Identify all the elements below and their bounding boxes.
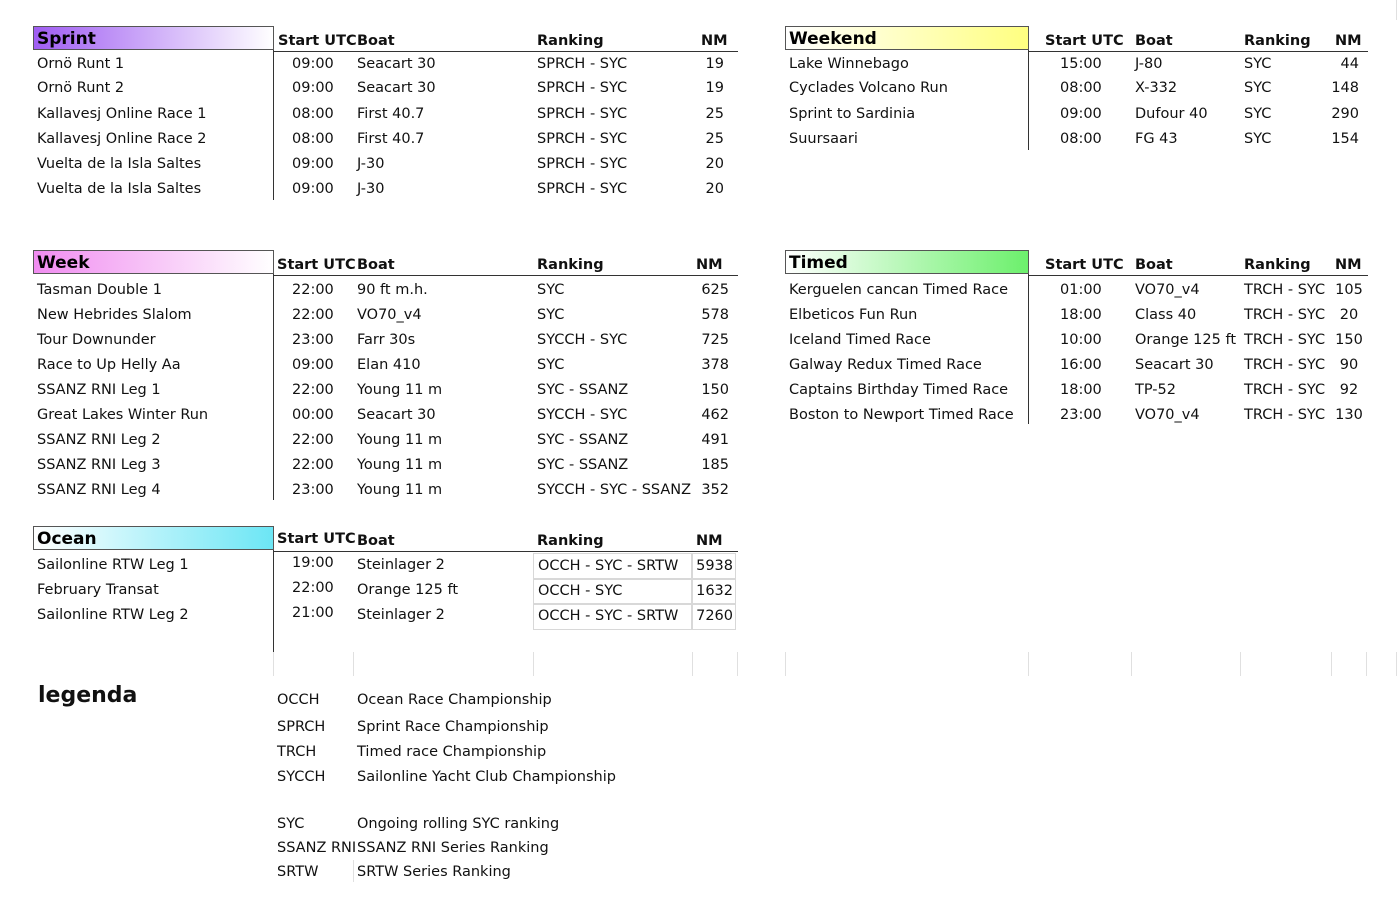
distance-nm: 44 xyxy=(1340,56,1359,72)
table-row xyxy=(785,303,1368,328)
race-name: Tasman Double 1 xyxy=(37,282,162,298)
race-name: SSANZ RNI Leg 3 xyxy=(37,457,161,473)
distance-nm: 19 xyxy=(705,80,724,96)
boat-name: FG 43 xyxy=(1135,131,1178,147)
boat-name: VO70_v4 xyxy=(1135,407,1200,423)
timed-col-start: Start UTC xyxy=(1045,257,1124,273)
race-name: Sailonline RTW Leg 2 xyxy=(37,607,189,623)
table-row xyxy=(33,76,738,101)
legend-code: OCCH xyxy=(277,692,320,708)
start-time: 23:00 xyxy=(292,482,334,498)
ranking: SYC xyxy=(1244,80,1272,96)
weekend-col-nm: NM xyxy=(1335,33,1362,49)
start-time: 09:00 xyxy=(292,156,334,172)
boat-name: Seacart 30 xyxy=(357,80,436,96)
sprint-col-boat: Boat xyxy=(357,33,395,49)
start-time: 19:00 xyxy=(292,555,334,571)
table-row xyxy=(33,453,738,478)
distance-nm: 150 xyxy=(1335,332,1363,348)
start-time: 22:00 xyxy=(292,457,334,473)
weekend-col-ranking: Ranking xyxy=(1244,33,1311,49)
sprint-col-start: Start UTC xyxy=(278,33,357,49)
race-name: February Transat xyxy=(37,582,159,598)
legend-code: SRTW xyxy=(277,864,319,880)
ranking: TRCH - SYC xyxy=(1244,407,1326,423)
timed-col-boat: Boat xyxy=(1135,257,1173,273)
boat-name: Young 11 m xyxy=(357,382,443,398)
table-row xyxy=(33,428,738,453)
table-row xyxy=(33,102,738,127)
start-time: 09:00 xyxy=(292,181,334,197)
boat-name: VO70_v4 xyxy=(1135,282,1200,298)
legend-desc: Timed race Championship xyxy=(357,744,547,760)
gridline xyxy=(1240,652,1241,676)
table-row xyxy=(33,278,738,303)
race-name: Sailonline RTW Leg 1 xyxy=(37,557,189,573)
boat-name: Dufour 40 xyxy=(1135,106,1208,122)
boat-name: X-332 xyxy=(1135,80,1178,96)
ranking: TRCH - SYC xyxy=(1244,282,1326,298)
distance-nm: 20 xyxy=(1339,307,1359,323)
start-time: 08:00 xyxy=(1060,131,1102,147)
table-row xyxy=(785,353,1368,378)
timed-title: Timed xyxy=(785,250,1029,274)
timed-header-line xyxy=(1029,275,1368,276)
boat-name: First 40.7 xyxy=(357,106,425,122)
race-name: Ornö Runt 2 xyxy=(37,80,125,96)
boat-name: Young 11 m xyxy=(357,482,443,498)
table-row xyxy=(33,328,738,353)
boat-name: J-30 xyxy=(357,156,385,172)
ranking: SPRCH - SYC xyxy=(537,56,628,72)
boat-name: J-80 xyxy=(1135,56,1163,72)
ranking: SYC xyxy=(1244,56,1272,72)
table-row xyxy=(33,603,738,628)
ranking: SYCCH - SYC - SSANZ xyxy=(537,482,692,498)
ranking: SYCCH - SYC xyxy=(537,332,628,348)
table-row xyxy=(33,177,738,202)
gridline xyxy=(353,652,354,676)
ranking: SYC - SSANZ xyxy=(537,432,629,448)
start-time: 09:00 xyxy=(292,56,334,72)
table-row xyxy=(33,403,738,428)
ocean-col-ranking: Ranking xyxy=(537,533,604,549)
race-name: Sprint to Sardinia xyxy=(789,106,916,122)
distance-nm: 290 xyxy=(1331,106,1359,122)
table-row xyxy=(785,127,1368,152)
start-time: 23:00 xyxy=(292,332,334,348)
distance-nm: 150 xyxy=(701,382,729,398)
legend-desc: SRTW Series Ranking xyxy=(357,864,511,880)
ranking: SYC xyxy=(537,357,565,373)
ocean-header-line xyxy=(274,551,738,552)
week-header-line xyxy=(274,275,738,276)
race-name: SSANZ RNI Leg 1 xyxy=(37,382,161,398)
legend-code: SPRCH xyxy=(277,719,326,735)
boat-name: Orange 125 ft xyxy=(357,582,459,598)
boat-name: Young 11 m xyxy=(357,432,443,448)
weekend-col-start: Start UTC xyxy=(1045,33,1124,49)
distance-nm: 90 xyxy=(1339,357,1359,373)
ranking: SYCCH - SYC xyxy=(537,407,628,423)
table-row xyxy=(33,127,738,152)
ranking: SYC - SSANZ xyxy=(537,382,629,398)
legend-code: SYCCH xyxy=(277,769,326,785)
sprint-title: Sprint xyxy=(33,26,274,50)
table-row xyxy=(33,353,738,378)
gridline xyxy=(1396,652,1397,676)
legend-title: legenda xyxy=(38,683,138,708)
distance-nm: 352 xyxy=(701,482,729,498)
race-name: SSANZ RNI Leg 2 xyxy=(37,432,161,448)
gridline xyxy=(1131,652,1132,676)
legend-code: SSANZ RNI xyxy=(277,840,357,856)
table-row xyxy=(785,76,1368,101)
boat-name: First 40.7 xyxy=(357,131,425,147)
ranking: OCCH - SYC - SRTW xyxy=(533,553,692,580)
start-time: 16:00 xyxy=(1060,357,1102,373)
start-time: 22:00 xyxy=(292,580,334,596)
ranking: SYC xyxy=(537,307,565,323)
ranking: SPRCH - SYC xyxy=(537,131,628,147)
legend-desc: Ongoing rolling SYC ranking xyxy=(357,816,560,832)
sprint-section xyxy=(33,26,738,202)
sprint-col-ranking: Ranking xyxy=(537,33,604,49)
start-time: 01:00 xyxy=(1060,282,1102,298)
week-col-start: Start UTC xyxy=(277,257,356,273)
race-name: Ornö Runt 1 xyxy=(37,56,125,72)
boat-name: Orange 125 ft xyxy=(1135,332,1237,348)
distance-nm: 130 xyxy=(1335,407,1363,423)
ranking: SYC xyxy=(1244,106,1272,122)
distance-nm: 378 xyxy=(701,357,729,373)
boat-name: Seacart 30 xyxy=(1135,357,1214,373)
race-name: Elbeticos Fun Run xyxy=(789,307,918,323)
table-row xyxy=(785,278,1368,303)
race-name: SSANZ RNI Leg 4 xyxy=(37,482,161,498)
table-row xyxy=(33,553,738,578)
distance-nm: 725 xyxy=(701,332,729,348)
race-name: Vuelta de la Isla Saltes xyxy=(37,181,202,197)
race-name: Kerguelen cancan Timed Race xyxy=(789,282,1009,298)
race-name: Cyclades Volcano Run xyxy=(789,80,948,96)
ranking: OCCH - SYC - SRTW xyxy=(533,603,692,630)
table-row xyxy=(33,578,738,603)
ocean-col-start: Start UTC xyxy=(277,531,356,547)
table-row xyxy=(33,152,738,177)
weekend-title: Weekend xyxy=(785,26,1029,50)
boat-name: Seacart 30 xyxy=(357,407,436,423)
table-row xyxy=(33,52,738,77)
distance-nm: 5938 xyxy=(692,553,736,580)
ranking: SYC - SSANZ xyxy=(537,457,629,473)
race-name: Galway Redux Timed Race xyxy=(789,357,982,373)
race-name: Kallavesj Online Race 1 xyxy=(37,106,207,122)
distance-nm: 105 xyxy=(1335,282,1363,298)
boat-name: Seacart 30 xyxy=(357,56,436,72)
gridline xyxy=(1331,652,1332,676)
start-time: 10:00 xyxy=(1060,332,1102,348)
race-name: Kallavesj Online Race 2 xyxy=(37,131,207,147)
distance-nm: 7260 xyxy=(692,603,736,630)
gridline xyxy=(273,652,274,676)
boat-name: Farr 30s xyxy=(357,332,416,348)
race-name: Lake Winnebago xyxy=(789,56,909,72)
distance-nm: 154 xyxy=(1331,131,1359,147)
boat-name: Young 11 m xyxy=(357,457,443,473)
legend-desc: Ocean Race Championship xyxy=(357,692,552,708)
distance-nm: 578 xyxy=(701,307,729,323)
ranking: TRCH - SYC xyxy=(1244,357,1326,373)
start-time: 08:00 xyxy=(1060,80,1102,96)
week-title: Week xyxy=(33,250,274,274)
boat-name: TP-52 xyxy=(1135,382,1176,398)
timed-section xyxy=(785,250,1368,426)
start-time: 22:00 xyxy=(292,432,334,448)
race-name: Captains Birthday Timed Race xyxy=(789,382,1009,398)
boat-name: VO70_v4 xyxy=(357,307,422,323)
start-time: 18:00 xyxy=(1060,307,1102,323)
race-name: Suursaari xyxy=(789,131,858,147)
start-time: 22:00 xyxy=(292,307,334,323)
ranking: SPRCH - SYC xyxy=(537,80,628,96)
race-name: Iceland Timed Race xyxy=(789,332,931,348)
race-name: Vuelta de la Isla Saltes xyxy=(37,156,202,172)
legend-code: TRCH xyxy=(277,744,317,760)
boat-name: Steinlager 2 xyxy=(357,557,445,573)
ocean-title: Ocean xyxy=(33,526,274,550)
legend-desc: Sailonline Yacht Club Championship xyxy=(357,769,616,785)
race-name: Tour Downunder xyxy=(37,332,156,348)
boat-name: 90 ft m.h. xyxy=(357,282,428,298)
start-time: 23:00 xyxy=(1060,407,1102,423)
boat-name: J-30 xyxy=(357,181,385,197)
week-col-nm: NM xyxy=(696,257,723,273)
distance-nm: 19 xyxy=(705,56,724,72)
table-row xyxy=(785,378,1368,403)
table-row xyxy=(33,378,738,403)
weekend-section xyxy=(785,26,1368,152)
start-time: 15:00 xyxy=(1060,56,1102,72)
distance-nm: 1632 xyxy=(692,578,736,605)
start-time: 09:00 xyxy=(292,80,334,96)
boat-name: Elan 410 xyxy=(357,357,421,373)
race-name: Race to Up Helly Aa xyxy=(37,357,181,373)
ranking: SPRCH - SYC xyxy=(537,181,628,197)
start-time: 09:00 xyxy=(292,357,334,373)
start-time: 22:00 xyxy=(292,382,334,398)
ocean-col-boat: Boat xyxy=(357,533,395,549)
distance-nm: 92 xyxy=(1339,382,1359,398)
gridline xyxy=(692,652,693,676)
legend-desc: SSANZ RNI Series Ranking xyxy=(357,840,549,856)
table-row xyxy=(33,303,738,328)
ranking: SYC xyxy=(1244,131,1272,147)
ranking: SPRCH - SYC xyxy=(537,106,628,122)
timed-col-nm: NM xyxy=(1335,257,1362,273)
distance-nm: 185 xyxy=(701,457,729,473)
distance-nm: 625 xyxy=(701,282,729,298)
distance-nm: 491 xyxy=(701,432,729,448)
week-col-boat: Boat xyxy=(357,257,395,273)
ranking: SYC xyxy=(537,282,565,298)
week-col-ranking: Ranking xyxy=(537,257,604,273)
start-time: 18:00 xyxy=(1060,382,1102,398)
race-name: Great Lakes Winter Run xyxy=(37,407,209,423)
gridline xyxy=(533,652,534,676)
table-row xyxy=(785,52,1368,77)
ocean-col-nm: NM xyxy=(696,533,723,549)
weekend-col-boat: Boat xyxy=(1135,33,1173,49)
start-time: 08:00 xyxy=(292,106,334,122)
legend-desc: Sprint Race Championship xyxy=(357,719,549,735)
gridline xyxy=(353,860,354,882)
start-time: 22:00 xyxy=(292,282,334,298)
ranking: SPRCH - SYC xyxy=(537,156,628,172)
ranking: TRCH - SYC xyxy=(1244,382,1326,398)
ranking: TRCH - SYC xyxy=(1244,307,1326,323)
distance-nm: 148 xyxy=(1331,80,1359,96)
ocean-section xyxy=(33,526,738,652)
distance-nm: 20 xyxy=(705,181,724,197)
legend-code: SYC xyxy=(277,816,305,832)
start-time: 08:00 xyxy=(292,131,334,147)
sprint-col-nm: NM xyxy=(701,33,728,49)
table-row xyxy=(33,478,738,503)
distance-nm: 462 xyxy=(701,407,729,423)
gridline xyxy=(785,652,786,676)
distance-nm: 20 xyxy=(705,156,724,172)
ranking: TRCH - SYC xyxy=(1244,332,1326,348)
distance-nm: 25 xyxy=(705,106,724,122)
gridline xyxy=(737,652,738,676)
timed-col-ranking: Ranking xyxy=(1244,257,1311,273)
start-time: 21:00 xyxy=(292,605,334,621)
gridline xyxy=(1396,0,1397,20)
week-section xyxy=(33,250,738,502)
start-time: 00:00 xyxy=(292,407,334,423)
race-name: Boston to Newport Timed Race xyxy=(789,407,1014,423)
race-name: New Hebrides Slalom xyxy=(37,307,192,323)
start-time: 09:00 xyxy=(1060,106,1102,122)
gridline xyxy=(1028,652,1029,676)
boat-name: Steinlager 2 xyxy=(357,607,445,623)
table-row xyxy=(785,328,1368,353)
distance-nm: 25 xyxy=(705,131,724,147)
gridline xyxy=(1366,652,1367,676)
table-row xyxy=(785,102,1368,127)
table-row xyxy=(785,403,1368,428)
boat-name: Class 40 xyxy=(1135,307,1197,323)
ranking: OCCH - SYC xyxy=(533,578,692,605)
